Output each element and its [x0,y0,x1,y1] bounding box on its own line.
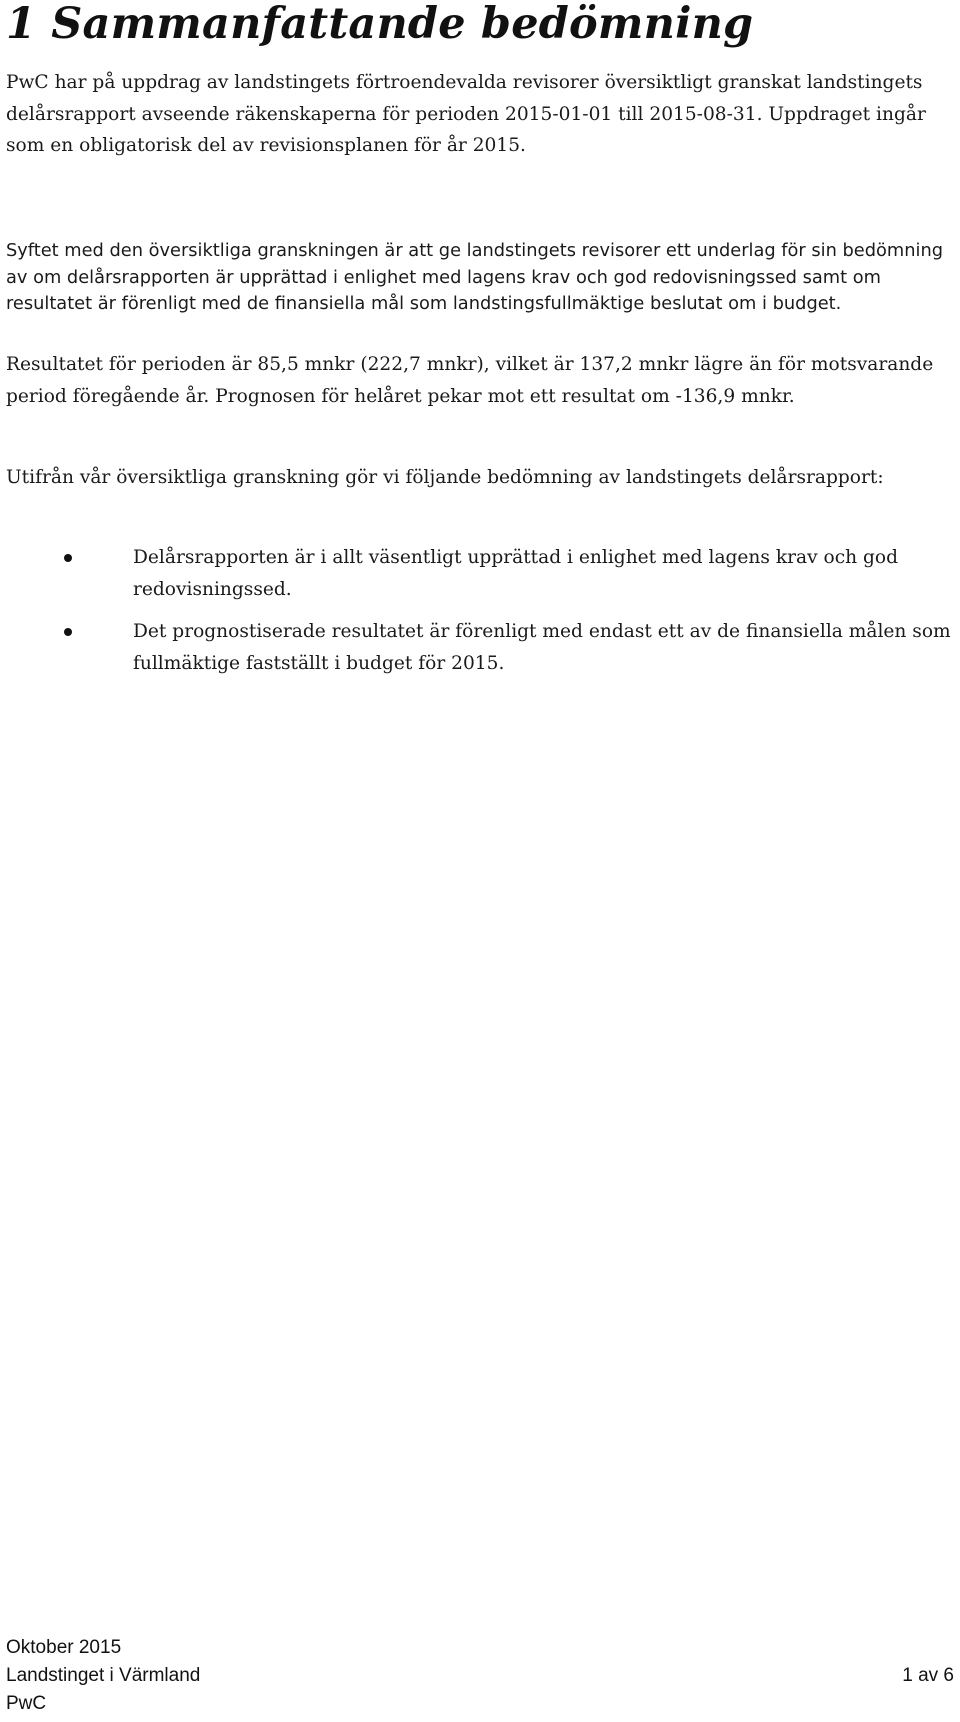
footer-organization: Landstinget i Värmland [6,1665,201,1686]
list-item [0,542,953,605]
page-footer [6,1634,954,1718]
intro-paragraph: PwC har på uppdrag av landstingets förtroendevalda revisorer översiktligt granskat landstingets delårsrapport avseende räkenskaperna för perioden 2015-01-01 till 2015-08-31. Uppdraget ingår som en obligatorisk del av revisionsplanen för år 2015. [6,72,926,156]
bullet-icon [64,554,72,562]
section-heading: 1 Sammanfattande bedömning [6,0,754,49]
footer-date: Oktober 2015 [6,1637,122,1658]
list-item [0,616,953,679]
footer-firm: PwC [6,1693,47,1714]
footer-firm-line [6,1690,954,1718]
result-paragraph: Resultatet för perioden är 85,5 mnkr (222,7 mnkr), vilket är 137,2 mnkr lägre än för motsvarande period föregående år. Prognosen för helåret pekar mot ett resultat om -136,9 mnkr. [6,354,934,407]
assessment-list [0,542,960,690]
purpose-paragraph: Syftet med den översiktliga granskningen är att ge landstingets revisorer ett underlag för sin bedömning av om delårsrapporten är upprättad i enlighet med lagens krav och god redovisningssed samt om resultatet är förenligt med de finansiella mål som landstingsfullmäktige beslutat om i budget. [6,240,943,314]
footer-date-line [6,1634,954,1662]
list-item-text: Det prognostiserade resultatet är förenligt med endast ett av de finansiella målen som fullmäktige fastställt i budget för 2015. [133,621,951,674]
assessment-intro-paragraph: Utifrån vår översiktliga granskning gör vi följande bedömning av landstingets delårsrapport: [6,467,884,488]
bullet-icon [64,628,72,636]
list-item-text: Delårsrapporten är i allt väsentligt upprättad i enlighet med lagens krav och god redovisningssed. [133,547,899,600]
footer-organization-line [6,1662,954,1690]
page-number: 1 av 6 [902,1665,954,1686]
